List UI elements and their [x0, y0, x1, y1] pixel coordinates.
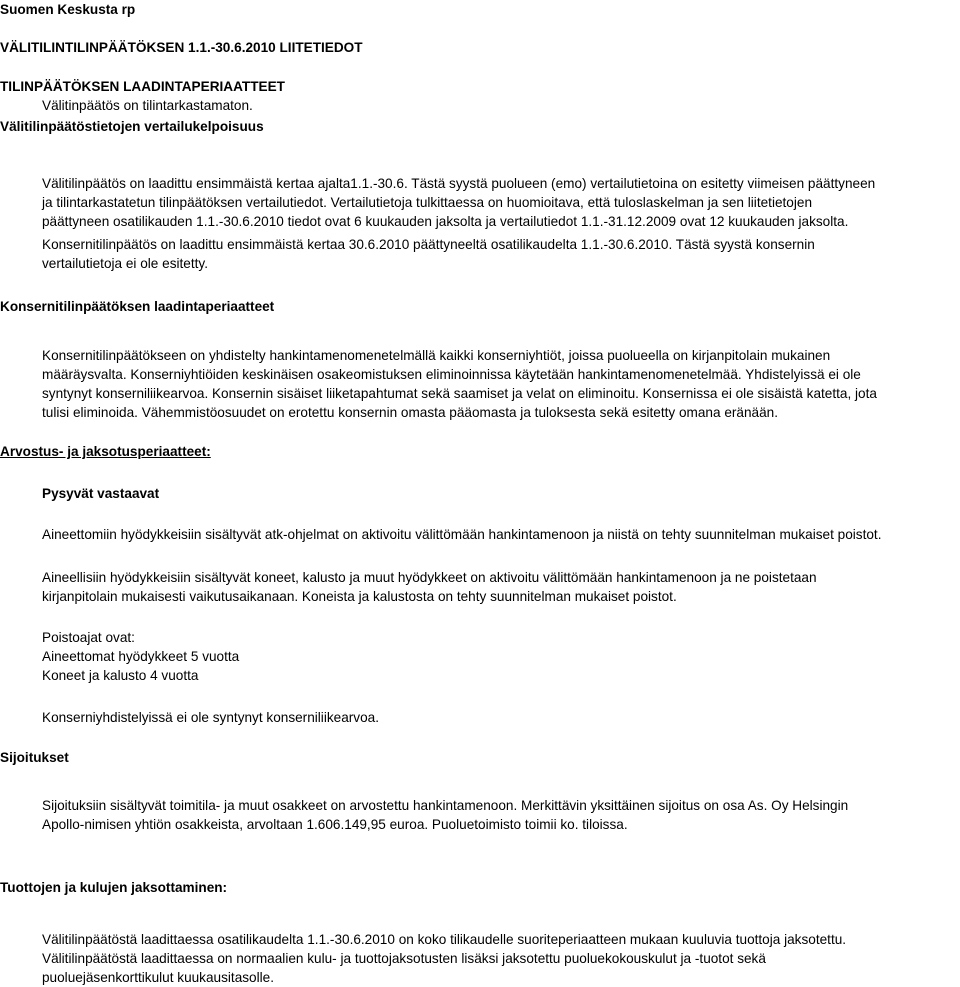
- text-line: puoluejäsenkorttikulut kuukausitasolle.: [42, 970, 274, 985]
- text-line: Aineettomat hyödykkeet 5 vuotta: [42, 649, 240, 664]
- text-line: Välitilinpäätöstä laadittaessa osatilikaudelta 1.1.-30.6.2010 on koko tilikaudelle suoriteperiaatteen mukaan kuuluvia tuottoja jaksotettu.: [42, 932, 847, 947]
- text-line: tulisi eliminoida. Vähemmistöosuudet on erotettu konsernin omasta pääomasta ja tuloksesta sekä esitetty omana eränään.: [42, 405, 778, 420]
- text-line: Välitilinpäätöstä laadittaessa on normaalien kulu- ja tuottojaksotusten lisäksi jaksotettu puoluekokouskulut ja -tuotot sekä: [42, 951, 766, 966]
- investments-paragraph: [42, 796, 848, 834]
- text-line: määräysvalta. Konserniyhtiöiden keskinäisen osakeomistuksen eliminoinnissa käytetään hankintamenomenetelmää. Yhdistelyissä ei ole: [42, 367, 861, 382]
- accruals-heading: Tuottojen ja kulujen jaksottaminen:: [0, 880, 228, 895]
- text-line: päättyneen osatilikauden 1.1.-30.6.2010 tiedot ovat 6 kuukauden jaksolta ja vertailutiedot 1.1.-31.12.2009 ovat 12 kuukauden jaksolta.: [42, 214, 849, 229]
- fixed-assets-heading: Pysyvät vastaavat: [42, 486, 160, 501]
- accruals-paragraph: [42, 930, 846, 987]
- text-line: Konsernitilinpäätökseen on yhdistelty hankintamenomenetelmällä kaikki konserniyhtiöt, joissa puolueella on kirjanpitolain mukainen: [42, 348, 831, 363]
- text-line: Apollo-nimisen yhtiön osakkeista, arvoltaan 1.606.149,95 euroa. Puoluetoimisto toimii ko. tiloissa.: [42, 817, 628, 832]
- depreciation-periods: [42, 628, 239, 685]
- text-line: kirjanpitolain mukaisesti vaikutusaikanaan. Koneista ja kalustosta on tehty suunnitelman mukaiset poistot.: [42, 589, 677, 604]
- text-line: syntynyt konserniliikearvoa. Konsernin sisäiset liiketapahtumat sekä saamiset ja velat on eliminoitu. Konsernissa ei ole sisäistä katetta, jota: [42, 386, 877, 401]
- text-line: Sijoituksiin sisältyvät toimitila- ja muut osakkeet on arvostettu hankintamenoon. Merkittävin yksittäinen sijoitus on osa As. Oy Helsingin: [42, 798, 849, 813]
- text-line: Konsernitilinpäätös on laadittu ensimmäistä kertaa 30.6.2010 päättyneeltä osatilikaudelta 1.1.-30.6.2010. Tästä syystä konsernin: [42, 237, 815, 252]
- investments-heading: Sijoitukset: [0, 750, 69, 765]
- text-line: Välitilinpäätös on laadittu ensimmäistä kertaa ajalta1.1.-30.6. Tästä syystä puolueen (emo) vertailutietoina on esitetty viimeisen päättyneen: [42, 176, 876, 191]
- text-line: vertailutietoja ei ole esitetty.: [42, 256, 208, 271]
- text-line: Koneet ja kalusto 4 vuotta: [42, 668, 199, 683]
- consolidation-heading: Konsernitilinpäätöksen laadintaperiaatteet: [0, 299, 275, 314]
- tangible-assets-paragraph: [42, 568, 817, 606]
- text-line: Poistoajat ovat:: [42, 630, 135, 645]
- document-title: VÄLITILINTILINPÄÄTÖKSEN 1.1.-30.6.2010 LIITETIEDOT: [0, 40, 363, 55]
- consolidation-first-time-note: [42, 235, 815, 273]
- consolidation-paragraph: [42, 346, 877, 422]
- goodwill-note: Konserniyhdistelyissä ei ole syntynyt konserniliikearvoa.: [42, 710, 379, 725]
- comparability-heading: Välitilinpäätöstietojen vertailukelpoisuus: [0, 119, 264, 134]
- principles-heading: TILINPÄÄTÖKSEN LAADINTAPERIAATTEET: [0, 79, 285, 94]
- organization-name: Suomen Keskusta rp: [0, 2, 136, 17]
- text-line: Aineellisiin hyödykkeisiin sisältyvät koneet, kalusto ja muut hyödykkeet on aktivoitu välittömään hankintamenoon ja ne poistetaan: [42, 570, 817, 585]
- comparability-paragraph: [42, 174, 875, 231]
- text-line: ja tilintarkastatetun tilinpäätöksen vertailutiedot. Vertailutietoja tulkittaessa on huomioitava, että tuloslaskelman ja sen liitetietojen: [42, 195, 812, 210]
- valuation-heading: Arvostus- ja jaksotusperiaatteet:: [0, 444, 211, 459]
- unaudited-note: Välitinpäätös on tilintarkastamaton.: [42, 98, 253, 113]
- intangible-assets-note: Aineettomiin hyödykkeisiin sisältyvät atk-ohjelmat on aktivoitu välittömään hankintamenoon ja niistä on tehty suunnitelman mukaiset poistot.: [42, 527, 882, 542]
